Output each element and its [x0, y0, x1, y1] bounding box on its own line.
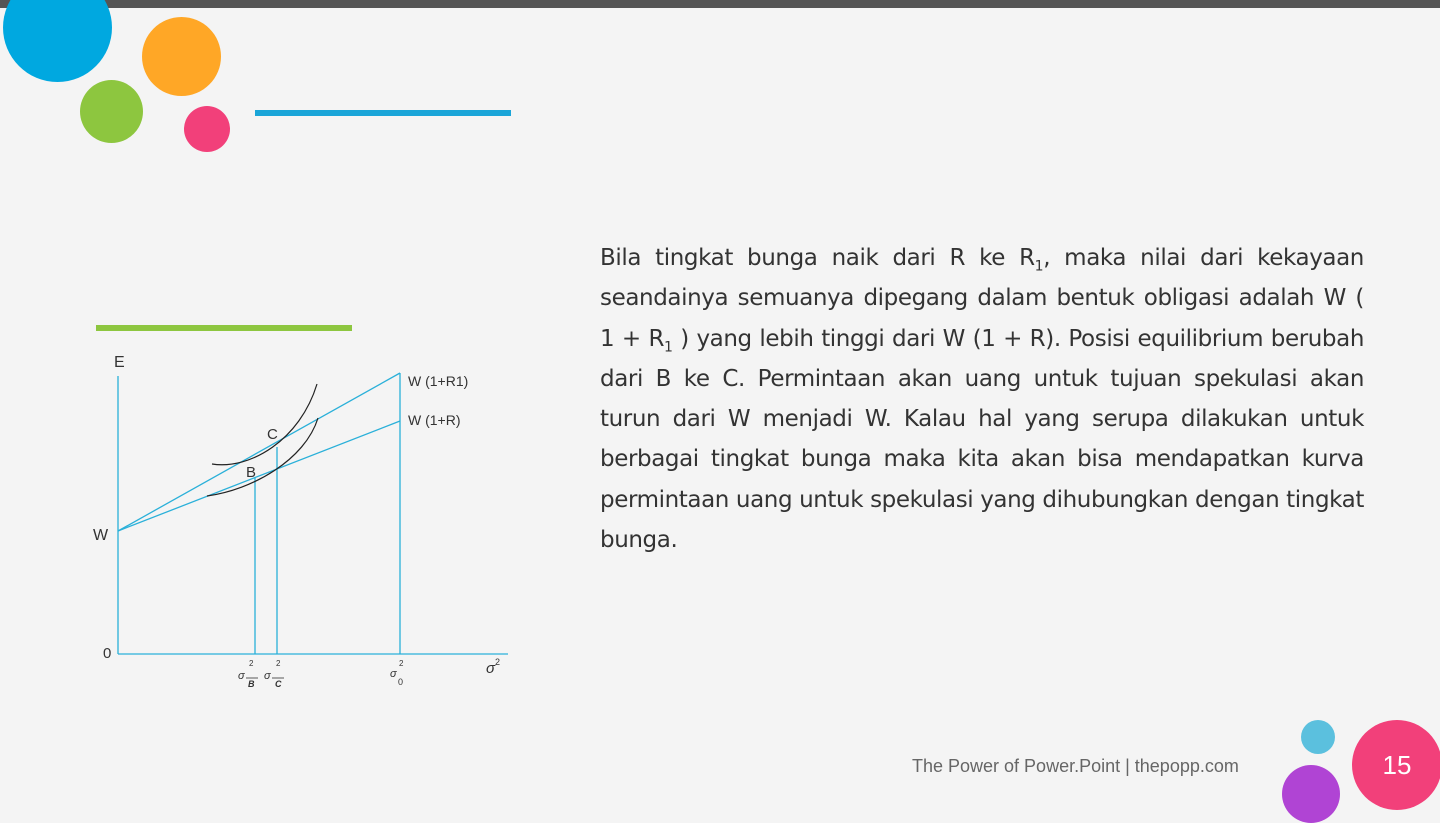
- footer-text: The Power of Power.Point | thepopp.com: [912, 756, 1239, 776]
- budget-line-w1r1: [118, 373, 400, 531]
- decor-circle-blue: [3, 0, 112, 82]
- label-w1r: W (1+R): [408, 412, 461, 428]
- wealth-risk-diagram: [0, 340, 560, 700]
- indifference-curve-lower: [207, 418, 318, 496]
- page-number: 15: [1382, 749, 1412, 780]
- decor-circle-green: [80, 80, 143, 143]
- indifference-curve-upper: [212, 384, 317, 465]
- axis-x-label: σ: [486, 660, 496, 677]
- body-part-3: ) yang lebih tinggi dari W (1 + R). Posisi equilibrium berubah dari B ke C. Permintaan akan uang untuk tujuan spekulasi akan turun dari W menjadi W. Kalau hal yang serupa dilakukan untuk berbagai tingkat bunga maka kita akan bisa mendapatkan kurva permintaan uang untuk spekulasi yang dihubungkan dengan tingkat bunga.: [600, 325, 1364, 554]
- label-w1r1: W (1+R1): [408, 373, 469, 389]
- tick-sigma-b-sub: B: [248, 679, 255, 689]
- tick-sigma-b: σ: [238, 670, 245, 682]
- tick-sigma-c: σ: [264, 670, 271, 682]
- diagram-accent-line: [96, 325, 352, 331]
- label-zero: 0: [103, 645, 112, 662]
- title-accent-line: [255, 110, 511, 116]
- decor-circle-purple: [1282, 765, 1340, 823]
- label-e: E: [114, 354, 125, 371]
- body-part-1: Bila tingkat bunga naik dari R ke R: [600, 245, 1035, 271]
- body-paragraph: [600, 238, 1364, 560]
- tick-sigma-c-sup: 2: [276, 659, 281, 668]
- tick-sigma-b-sup: 2: [249, 659, 254, 668]
- body-part-2: , maka nilai dari kekayaan seandainya semuanya dipegang dalam bentuk obligasi adalah W ( 1 + R: [600, 245, 1364, 352]
- decor-circle-pink: [184, 106, 230, 152]
- label-c: C: [267, 426, 278, 443]
- page-number-badge: [1352, 720, 1440, 810]
- decor-circle-orange: [142, 17, 221, 96]
- budget-line-w1r: [118, 421, 400, 531]
- body-sub-2: 1: [664, 339, 673, 356]
- body-sub-1: 1: [1034, 258, 1044, 275]
- decor-circle-teal: [1301, 720, 1335, 754]
- label-w: W: [93, 527, 109, 544]
- tick-sigma-0: σ: [390, 668, 397, 680]
- label-b: B: [246, 464, 257, 481]
- tick-sigma-0-sub: 0: [398, 677, 404, 687]
- tick-sigma-c-sub: C: [275, 679, 282, 689]
- top-bar: [0, 0, 1440, 8]
- axis-x-sup: 2: [495, 657, 501, 667]
- tick-sigma-0-sup: 2: [399, 659, 404, 668]
